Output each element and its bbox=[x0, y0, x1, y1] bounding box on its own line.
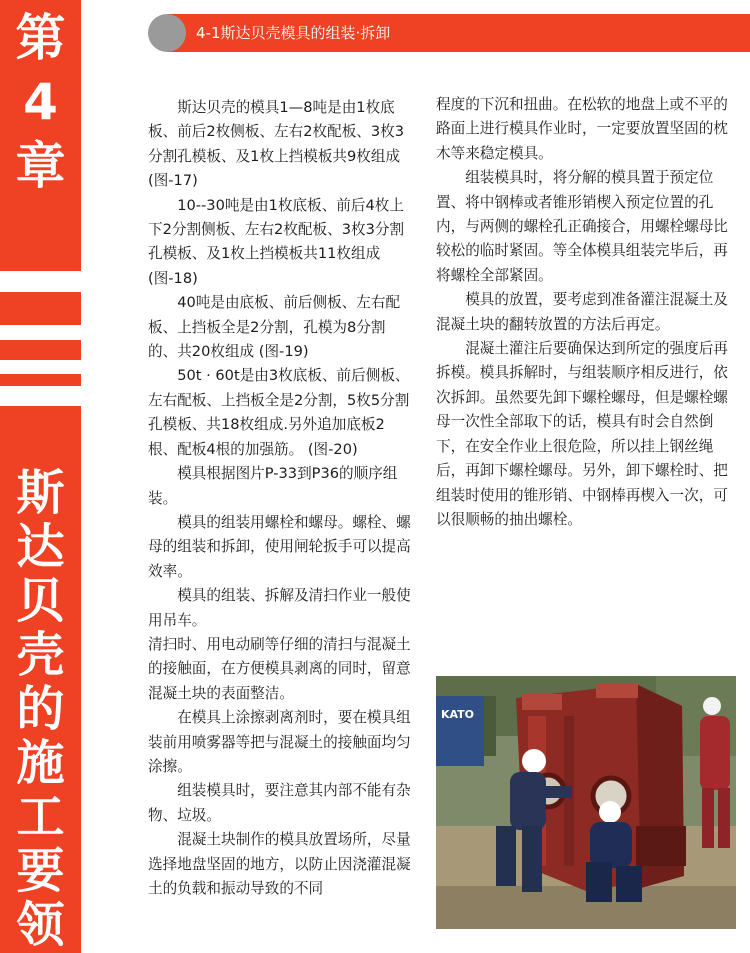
chapter-number: 4 bbox=[23, 73, 58, 131]
mold-assembly-photo bbox=[436, 676, 736, 929]
title-char: 施 bbox=[16, 735, 65, 791]
paragraph: 组装模具时，将分解的模具置于预定位置、将中钢棒或者锥形销楔入预定位置的孔内，与两侧的螺栓孔正确接合，用螺栓螺母比较松的临时紧固。等全体模具组装完毕后，再将螺栓全部紧固。 bbox=[436, 169, 728, 284]
paragraph: 组装模具时，要注意其内部不能有杂物、垃圾。 bbox=[148, 782, 411, 824]
title-char: 工 bbox=[16, 789, 65, 845]
paragraph: 50t · 60t是由3枚底板、前后侧板、左右配板、上挡板全是2分割，5枚5分割孔模板、共18枚组成.另外追加底板2根、配板4根的加强筋。 (图-20) bbox=[148, 367, 410, 458]
chapter-char: 第 bbox=[15, 9, 66, 67]
title-char: 领 bbox=[16, 897, 65, 953]
crane-truck bbox=[436, 696, 484, 766]
title-char: 的 bbox=[16, 681, 65, 737]
kato-sign: KATO bbox=[441, 708, 475, 721]
paragraph: 混凝土灌注后要确保达到所定的强度后再拆模。模具拆解时，与组装顺序相反进行，依次拆卸。虽然要先卸下螺栓螺母，但是螺栓螺母一次性全部取下的话，模具有时会自然倒下，在安全作业上很危险，所以挂上钢丝绳后，再卸下螺栓螺母。另外，卸下螺栓时、把组装时使用的锥形销、中钢棒再楔入一次，可以很顺畅的抽出螺栓。 bbox=[436, 340, 728, 528]
paragraph: 在模具上涂擦剥离剂时，要在模具组装前用喷雾器等把与混凝土的接触面均匀涂擦。 bbox=[148, 709, 411, 775]
photo-illustration bbox=[436, 676, 736, 929]
title-char: 贝 bbox=[16, 573, 65, 629]
sidebar-stripe bbox=[0, 374, 81, 386]
chapter-label bbox=[0, 6, 81, 198]
title-char: 壳 bbox=[16, 627, 65, 683]
paragraph: 清扫时、用电动刷等仔细的清扫与混凝土的接触面，在方便模具剥离的同时，留意混凝土块的表面整洁。 bbox=[148, 635, 411, 702]
section-header bbox=[148, 14, 750, 52]
chapter-sidebar bbox=[0, 0, 81, 953]
paragraph: 10--30吨是由1枚底板、前后4枚上下2分割侧板、左右2枚配板、3枚3分割孔模板、及1枚上挡模板共11枚组成 (图-18) bbox=[148, 196, 405, 287]
paragraph: 模具的组装、拆解及清扫作业一般使用吊车。 bbox=[148, 587, 411, 629]
section-title: 4-1斯达贝壳模具的组装·拆卸 bbox=[196, 24, 391, 42]
paragraph: 模具根据图片P-33到P36的顺序组装。 bbox=[148, 465, 398, 507]
paragraph: 模具的组装用螺栓和螺母。螺栓、螺母的组装和拆卸，使用闸轮扳手可以提高效率。 bbox=[148, 513, 411, 580]
sidebar-stripe bbox=[0, 340, 81, 360]
right-text-column bbox=[436, 93, 732, 532]
title-char: 要 bbox=[16, 843, 65, 899]
paragraph: 程度的下沉和扭曲。在松软的地盘上或不平的路面上进行模具作业时，一定要放置坚固的枕木等来稳定模具。 bbox=[436, 96, 728, 162]
left-text-column bbox=[148, 96, 412, 901]
paragraph: 混凝土块制作的模具放置场所，尽量选择地盘坚固的地方，以防止因浇灌混凝土的负载和振动导致的不同 bbox=[148, 831, 411, 897]
section-header-circle bbox=[148, 14, 186, 52]
title-char: 斯 bbox=[16, 465, 65, 521]
title-char: 达 bbox=[16, 519, 65, 575]
paragraph: 斯达贝壳的模具1—8吨是由1枚底板、前后2枚侧板、左右2枚配板、3枚3分割孔模板、及1枚上挡模板共9枚组成 (图-17) bbox=[148, 99, 405, 190]
paragraph: 40吨是由底板、前后侧板、左右配板、上挡板全是2分割，孔模为8分割的、共20枚组成 (图-19) bbox=[148, 294, 401, 361]
sidebar-stripe bbox=[0, 292, 81, 325]
chapter-char: 章 bbox=[15, 137, 66, 195]
chapter-title-vertical bbox=[0, 466, 81, 952]
paragraph: 模具的放置，要考虑到准备灌注混凝土及混凝土块的翻转放置的方法后再定。 bbox=[436, 291, 728, 333]
